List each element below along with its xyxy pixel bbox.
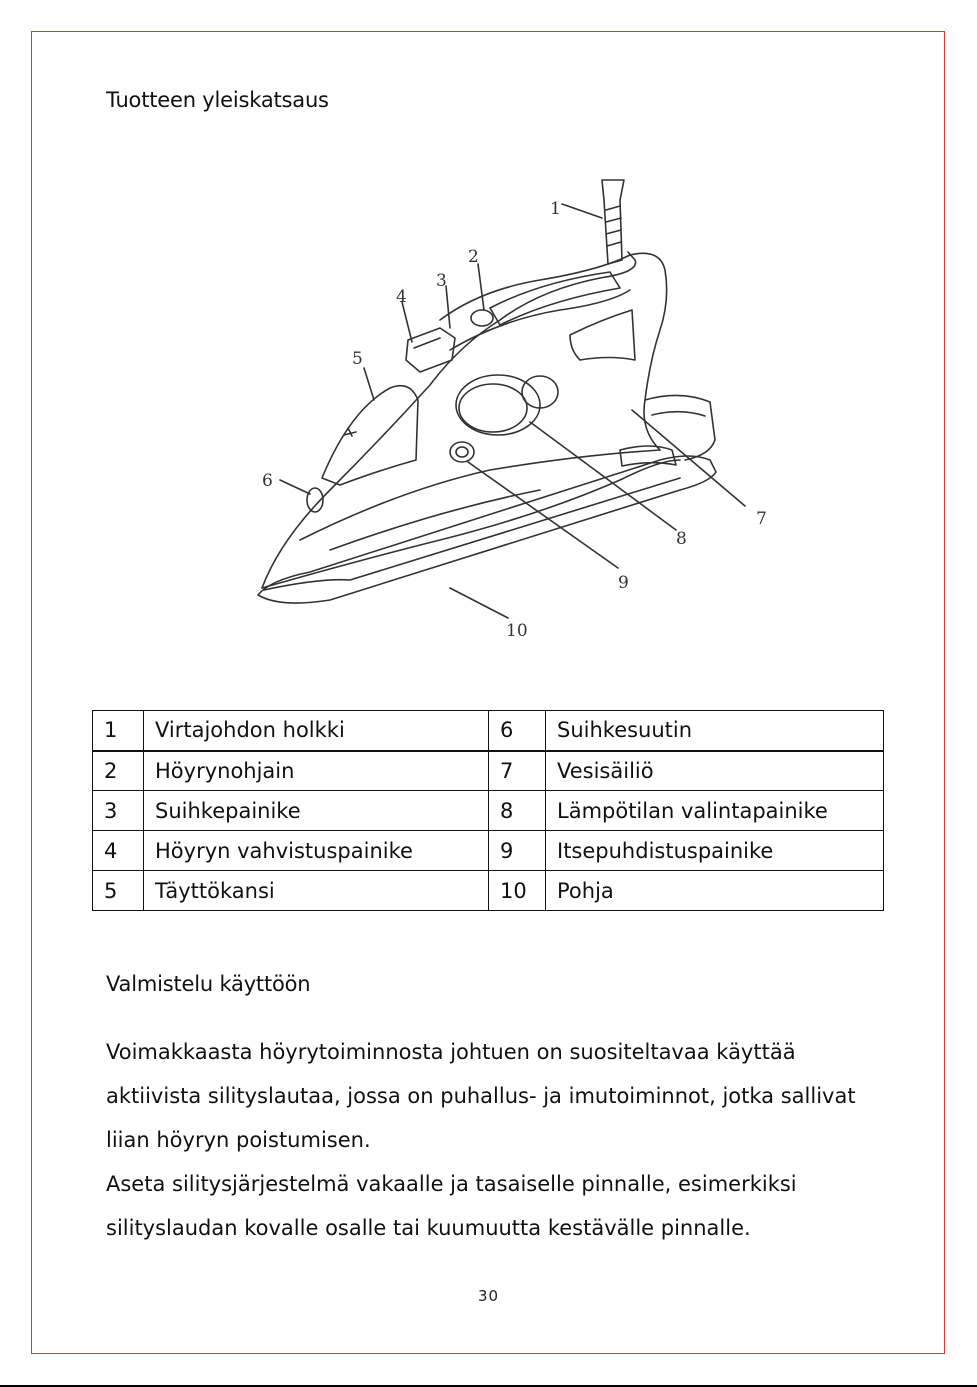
callout-7: 7 (756, 509, 767, 529)
parts-table (92, 710, 884, 911)
paragraph: Voimakkaasta höyrytoiminnosta johtuen on suositeltavaa käyttää aktiivista silityslautaa, jossa on puhallus- ja imutoiminnot, jotka sallivat liian höyryn poistumisen. (106, 1040, 856, 1152)
part-label: Höyrynohjain (144, 751, 489, 791)
page-number: 30 (477, 1287, 500, 1305)
part-number: 1 (93, 711, 144, 751)
part-number: 3 (93, 791, 144, 831)
callout-1: 1 (550, 199, 561, 219)
part-number: 6 (489, 711, 546, 751)
preparation-heading: Valmistelu käyttöön (106, 972, 311, 996)
callout-9: 9 (618, 573, 629, 593)
paragraph: Aseta silitysjärjestelmä vakaalle ja tasaiselle pinnalle, esimerkiksi silityslaudan kovalle osalle tai kuumuutta kestävälle pinnalle. (106, 1172, 797, 1240)
table-row (93, 831, 884, 871)
callout-8: 8 (676, 529, 687, 549)
part-number: 2 (93, 751, 144, 791)
part-label: Höyryn vahvistuspainike (144, 831, 489, 871)
callout-6: 6 (262, 471, 273, 491)
table-row (93, 711, 884, 751)
table-row (93, 871, 884, 911)
part-label: Lämpötilan valintapainike (546, 791, 884, 831)
part-label: Suihkesuutin (546, 711, 884, 751)
table-row (93, 791, 884, 831)
part-number: 10 (489, 871, 546, 911)
callout-5: 5 (352, 349, 363, 369)
callout-3: 3 (436, 271, 447, 291)
callout-4: 4 (396, 287, 407, 307)
part-number: 9 (489, 831, 546, 871)
part-label: Suihkepainike (144, 791, 489, 831)
callout-10: 10 (506, 621, 528, 641)
part-number: 7 (489, 751, 546, 791)
part-label: Täyttökansi (144, 871, 489, 911)
part-label: Vesisäiliö (546, 751, 884, 791)
callout-2: 2 (468, 247, 479, 267)
part-label: Virtajohdon holkki (144, 711, 489, 751)
part-number: 5 (93, 871, 144, 911)
part-label: Itsepuhdistuspainike (546, 831, 884, 871)
part-number: 8 (489, 791, 546, 831)
preparation-text (106, 1030, 896, 1250)
overview-heading: Tuotteen yleiskatsaus (106, 88, 329, 112)
steam-iron-diagram (240, 160, 800, 660)
part-label: Pohja (546, 871, 884, 911)
table-row (93, 751, 884, 791)
part-number: 4 (93, 831, 144, 871)
